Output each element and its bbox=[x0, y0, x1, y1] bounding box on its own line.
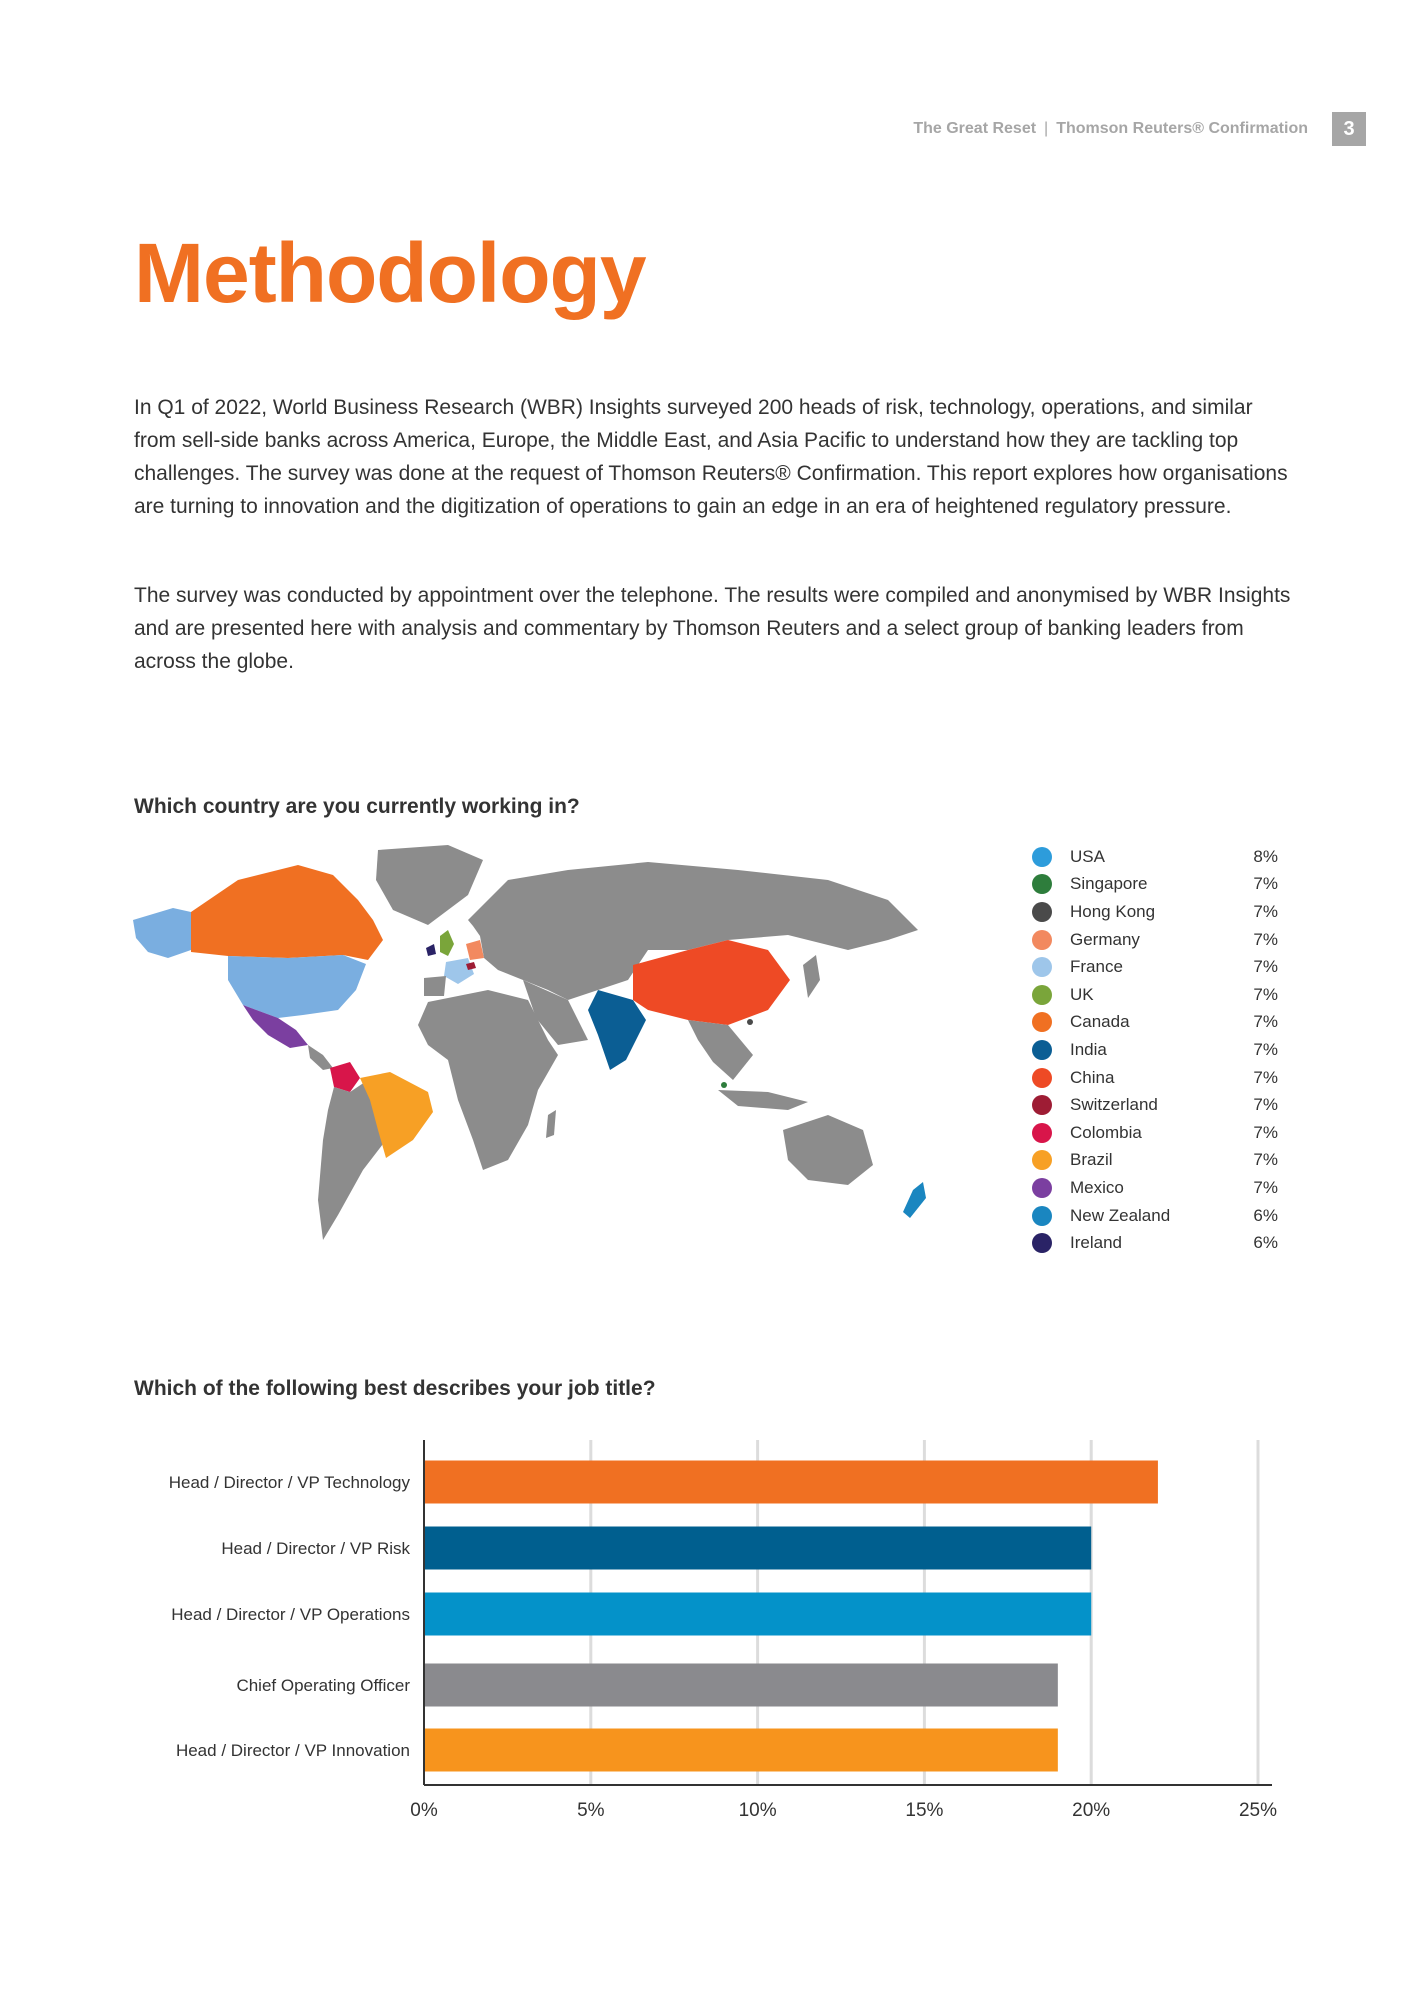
legend-swatch bbox=[1032, 874, 1052, 894]
report-title: The Great Reset bbox=[913, 120, 1037, 137]
legend-swatch bbox=[1032, 1068, 1052, 1088]
bar bbox=[424, 1527, 1091, 1570]
survey-paragraph: The survey was conducted by appointment over the telephone. The results were compiled and anonymised by WBR Insights and are presented here with analysis and commentary by Thomson Reuters and a select group of banking leaders from across the globe. bbox=[134, 584, 1291, 673]
brand-name: Thomson Reuters® Confirmation bbox=[1056, 120, 1308, 137]
map-japan bbox=[803, 955, 820, 998]
legend-country: New Zealand bbox=[1070, 1205, 1171, 1225]
legend-country: India bbox=[1070, 1039, 1107, 1059]
legend-swatch bbox=[1032, 1095, 1052, 1115]
legend-country: USA bbox=[1070, 846, 1105, 866]
legend-item bbox=[1032, 1229, 1278, 1257]
bar bbox=[424, 1729, 1058, 1772]
legend-swatch bbox=[1032, 957, 1052, 977]
legend-percent: 7% bbox=[1253, 901, 1278, 921]
legend-swatch bbox=[1032, 1040, 1052, 1060]
map-canada bbox=[191, 865, 383, 960]
legend-country: Hong Kong bbox=[1070, 901, 1156, 921]
legend-swatch bbox=[1032, 1150, 1052, 1170]
category-label: Chief Operating Officer bbox=[236, 1676, 410, 1695]
legend-percent: 7% bbox=[1253, 984, 1278, 1004]
legend-item bbox=[1032, 1009, 1278, 1037]
legend-percent: 7% bbox=[1253, 957, 1278, 977]
bar bbox=[424, 1664, 1058, 1707]
legend-country: Canada bbox=[1070, 1012, 1130, 1032]
legend-country: Colombia bbox=[1070, 1122, 1142, 1142]
legend-country: Switzerland bbox=[1070, 1095, 1158, 1115]
legend-item bbox=[1032, 1036, 1278, 1064]
map-china bbox=[633, 940, 790, 1025]
legend-swatch bbox=[1032, 1178, 1052, 1198]
legend-country: UK bbox=[1070, 984, 1094, 1004]
legend-percent: 6% bbox=[1253, 1205, 1278, 1225]
map-france bbox=[444, 958, 474, 984]
category-label: Head / Director / VP Risk bbox=[221, 1539, 410, 1558]
x-tick-label: 20% bbox=[1072, 1800, 1111, 1821]
legend-item bbox=[1032, 981, 1278, 1009]
bar bbox=[424, 1461, 1158, 1504]
legend-swatch bbox=[1032, 1123, 1052, 1143]
legend-percent: 7% bbox=[1253, 1012, 1278, 1032]
legend-swatch bbox=[1032, 847, 1052, 867]
legend-percent: 8% bbox=[1253, 846, 1278, 866]
legend-country: Mexico bbox=[1070, 1177, 1124, 1197]
x-tick-label: 0% bbox=[410, 1800, 438, 1821]
category-label: Head / Director / VP Technology bbox=[168, 1473, 410, 1492]
x-tick-label: 15% bbox=[905, 1800, 944, 1821]
page-title: Methodology bbox=[134, 226, 646, 320]
legend-swatch bbox=[1032, 930, 1052, 950]
legend-item bbox=[1032, 898, 1278, 926]
map-southeast-asia bbox=[688, 1020, 753, 1080]
map-alaska bbox=[133, 908, 191, 958]
legend-item bbox=[1032, 1202, 1278, 1230]
x-tick-label: 25% bbox=[1238, 1800, 1278, 1821]
legend-percent: 7% bbox=[1253, 929, 1278, 949]
legend-country: Brazil bbox=[1070, 1150, 1113, 1170]
legend-swatch bbox=[1032, 1012, 1052, 1032]
map-central-america bbox=[308, 1045, 333, 1070]
legend-item bbox=[1032, 1064, 1278, 1092]
legend-item bbox=[1032, 1147, 1278, 1175]
legend-percent: 7% bbox=[1253, 1177, 1278, 1197]
legend-country: Germany bbox=[1070, 929, 1140, 949]
map-new-zealand bbox=[903, 1182, 926, 1218]
world-map bbox=[128, 840, 968, 1250]
intro-paragraph: In Q1 of 2022, World Business Research (WBR) Insights surveyed 200 heads of risk, technology, operations, and similar from sell-side banks across America, Europe, the Middle East, and Asia Pacific to understand how they are tackling top challenges. The survey was done at the request of Thomson Reuters® Confirmation. This report explores how organisations are turning to innovation and the digitization of operations to gain an edge in an era of heightened regulatory pressure. bbox=[134, 396, 1288, 518]
page-number: 3 bbox=[1332, 112, 1366, 146]
legend-item bbox=[1032, 926, 1278, 954]
legend-swatch bbox=[1032, 902, 1052, 922]
legend-country: Singapore bbox=[1070, 874, 1148, 894]
x-tick-label: 5% bbox=[577, 1800, 605, 1821]
legend-percent: 7% bbox=[1253, 1122, 1278, 1142]
map-singapore bbox=[721, 1082, 727, 1088]
map-hong-kong bbox=[747, 1019, 753, 1025]
category-label: Head / Director / VP Innovation bbox=[175, 1741, 410, 1760]
job-title-question: Which of the following best describes your job title? bbox=[134, 1377, 656, 1400]
legend-swatch bbox=[1032, 1233, 1052, 1253]
header-separator: | bbox=[1044, 120, 1049, 137]
map-australia bbox=[783, 1115, 873, 1185]
map-greenland bbox=[376, 845, 483, 925]
legend-percent: 7% bbox=[1253, 1150, 1278, 1170]
legend-item bbox=[1032, 1091, 1278, 1119]
map-indonesia bbox=[718, 1090, 808, 1110]
category-label: Head / Director / VP Operations bbox=[171, 1605, 410, 1624]
map-iberia bbox=[424, 976, 446, 996]
legend-item bbox=[1032, 1119, 1278, 1147]
bar bbox=[424, 1593, 1091, 1636]
legend-percent: 7% bbox=[1253, 874, 1278, 894]
x-tick-label: 10% bbox=[738, 1800, 777, 1821]
map-uk bbox=[440, 930, 454, 956]
legend-country: Ireland bbox=[1070, 1233, 1122, 1253]
map-ireland bbox=[426, 944, 436, 956]
legend-swatch bbox=[1032, 985, 1052, 1005]
map-madagascar bbox=[546, 1110, 556, 1138]
legend-country: China bbox=[1070, 1067, 1115, 1087]
legend-item bbox=[1032, 1174, 1278, 1202]
legend-item bbox=[1032, 843, 1278, 871]
legend-percent: 7% bbox=[1253, 1067, 1278, 1087]
job-title-bar-chart bbox=[0, 1420, 1414, 1840]
legend-country: France bbox=[1070, 957, 1123, 977]
legend-percent: 7% bbox=[1253, 1095, 1278, 1115]
country-question: Which country are you currently working in? bbox=[134, 795, 580, 818]
country-legend bbox=[1032, 843, 1278, 1257]
legend-item bbox=[1032, 871, 1278, 899]
page-header bbox=[913, 112, 1366, 146]
legend-percent: 6% bbox=[1253, 1233, 1278, 1253]
legend-item bbox=[1032, 953, 1278, 981]
legend-percent: 7% bbox=[1253, 1039, 1278, 1059]
legend-swatch bbox=[1032, 1206, 1052, 1226]
